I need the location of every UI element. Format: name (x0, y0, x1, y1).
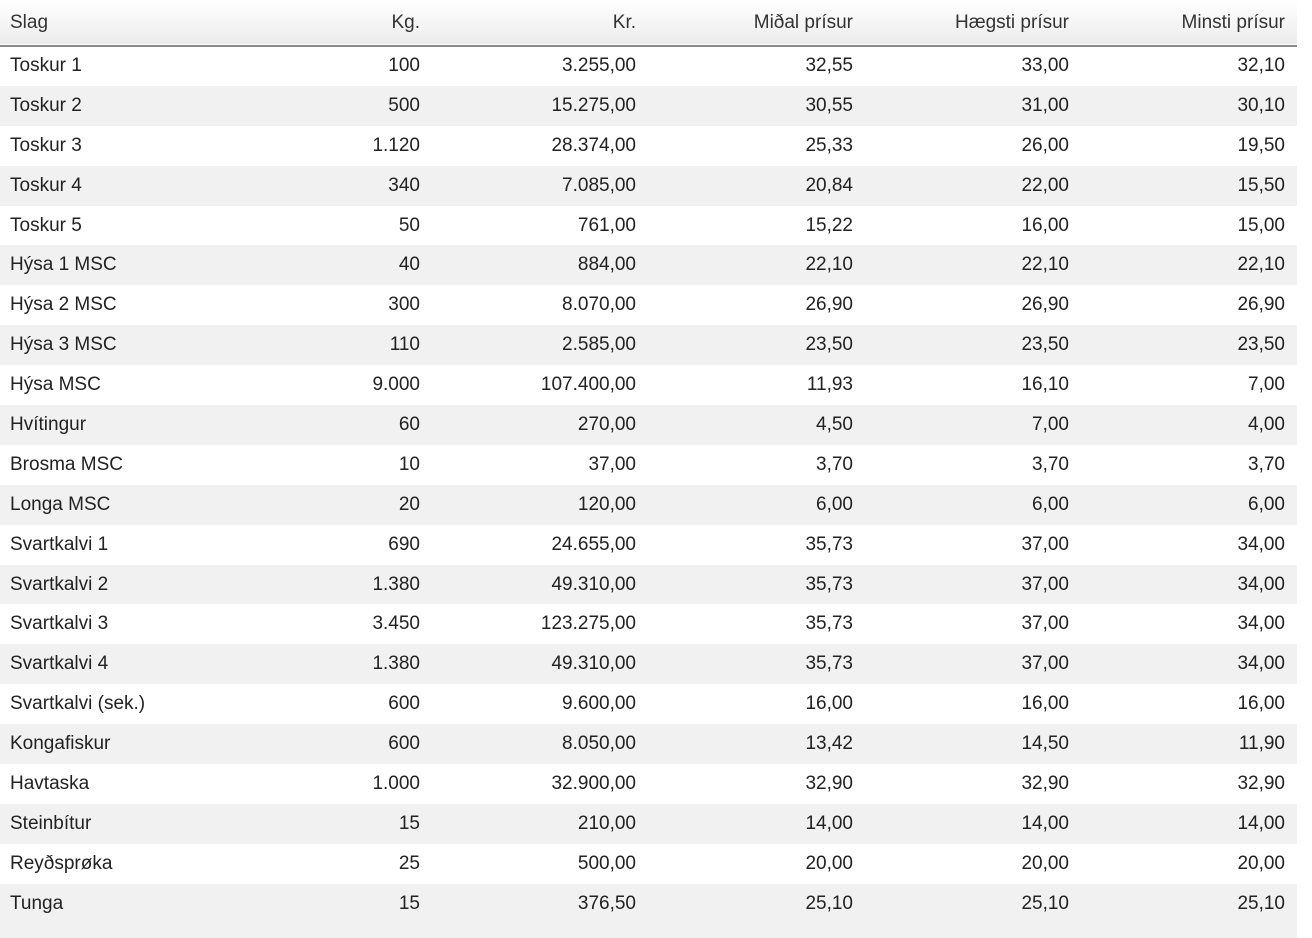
highest-price-cell: 37,00 (1021, 533, 1069, 555)
lowest-price-cell: 34,00 (1237, 613, 1285, 635)
highest-price-cell: 37,00 (1021, 613, 1069, 635)
slag-cell: Toskur 1 (10, 55, 82, 77)
kg-cell: 100 (388, 55, 420, 77)
average-price-cell: 35,73 (805, 613, 853, 635)
lowest-price-cell: 14,00 (1237, 812, 1285, 834)
table-row (0, 604, 1297, 644)
kr-cell: 2.585,00 (562, 334, 636, 356)
table-row (0, 126, 1297, 166)
kg-cell: 1.380 (372, 653, 420, 675)
kg-cell: 340 (388, 174, 420, 196)
average-price-cell: 20,84 (805, 174, 853, 196)
column-header-slag[interactable]: Slag (10, 11, 49, 33)
highest-price-cell: 26,90 (1021, 294, 1069, 316)
table-row (0, 405, 1297, 445)
lowest-price-cell: 15,00 (1237, 214, 1285, 236)
slag-cell: Hýsa 3 MSC (10, 334, 117, 356)
table-row (0, 46, 1297, 86)
highest-price-cell: 23,50 (1021, 334, 1069, 356)
kr-cell: 761,00 (577, 214, 636, 236)
column-header-kg[interactable]: Kg. (391, 11, 420, 33)
kr-cell: 24.655,00 (551, 533, 636, 555)
slag-cell: Toskur 2 (10, 94, 82, 116)
column-header-highest-price[interactable]: Hægsti prísur (954, 11, 1069, 33)
average-price-cell: 25,33 (805, 134, 853, 156)
table-row (0, 844, 1297, 884)
highest-price-cell: 22,00 (1021, 174, 1069, 196)
slag-cell: Brosma MSC (10, 453, 123, 475)
kg-cell: 9.000 (372, 374, 420, 396)
highest-price-cell: 3,70 (1032, 453, 1069, 475)
kg-cell: 600 (388, 693, 420, 715)
slag-cell: Hýsa MSC (10, 374, 101, 396)
slag-cell: Kongafiskur (10, 733, 111, 755)
slag-cell: Hýsa 2 MSC (10, 294, 117, 316)
lowest-price-cell: 30,10 (1237, 94, 1285, 116)
kg-cell: 20 (398, 493, 420, 515)
highest-price-cell: 26,00 (1021, 134, 1069, 156)
average-price-cell: 11,93 (806, 374, 853, 396)
slag-cell: Svartkalvi 4 (10, 653, 109, 675)
lowest-price-cell: 26,90 (1237, 294, 1285, 316)
average-price-cell: 35,73 (805, 653, 853, 675)
table-row (0, 884, 1297, 924)
kr-cell: 28.374,00 (551, 134, 636, 156)
highest-price-cell: 37,00 (1021, 653, 1069, 675)
highest-price-cell: 22,10 (1021, 254, 1069, 276)
slag-cell: Svartkalvi (sek.) (10, 693, 146, 715)
kr-cell: 270,00 (577, 413, 636, 435)
slag-cell: Toskur 5 (10, 214, 82, 236)
table-body (0, 46, 1297, 924)
table-row (0, 684, 1297, 724)
average-price-cell: 16,00 (805, 693, 853, 715)
highest-price-cell: 7,00 (1032, 413, 1069, 435)
kg-cell: 500 (388, 94, 420, 116)
kg-cell: 1.000 (372, 772, 420, 794)
table-row (0, 525, 1297, 565)
average-price-cell: 25,10 (805, 892, 853, 914)
table-row (0, 285, 1297, 325)
kr-cell: 8.070,00 (562, 294, 636, 316)
kr-cell: 8.050,00 (562, 733, 636, 755)
average-price-cell: 3,70 (816, 453, 853, 475)
slag-cell: Longa MSC (10, 493, 111, 515)
lowest-price-cell: 7,00 (1248, 374, 1285, 396)
kg-cell: 25 (398, 852, 420, 874)
highest-price-cell: 6,00 (1032, 493, 1069, 515)
average-price-cell: 13,42 (805, 733, 853, 755)
kr-cell: 32.900,00 (551, 772, 636, 794)
slag-cell: Toskur 3 (10, 134, 82, 156)
highest-price-cell: 20,00 (1021, 852, 1069, 874)
table-row (0, 644, 1297, 684)
slag-cell: Svartkalvi 3 (10, 613, 109, 635)
slag-cell: Havtaska (10, 772, 90, 794)
kr-cell: 49.310,00 (551, 653, 636, 675)
kr-cell: 210,00 (577, 812, 636, 834)
average-price-cell: 6,00 (816, 493, 853, 515)
lowest-price-cell: 34,00 (1237, 653, 1285, 675)
slag-cell: Svartkalvi 1 (10, 533, 109, 555)
table-row (0, 325, 1297, 365)
column-header-lowest-price[interactable]: Minsti prísur (1181, 11, 1285, 33)
kr-cell: 376,50 (577, 892, 636, 914)
kr-cell: 120,00 (577, 493, 636, 515)
kg-cell: 600 (388, 733, 420, 755)
average-price-cell: 20,00 (805, 852, 853, 874)
table-row (0, 804, 1297, 844)
table-row (0, 485, 1297, 525)
kg-cell: 3.450 (372, 613, 420, 635)
table-row (0, 724, 1297, 764)
slag-cell: Tunga (10, 892, 64, 914)
kr-cell: 884,00 (577, 254, 636, 276)
kr-cell: 7.085,00 (562, 174, 636, 196)
kr-cell: 500,00 (577, 852, 636, 874)
table-row (0, 565, 1297, 605)
average-price-cell: 15,22 (805, 214, 853, 236)
table-row (0, 166, 1297, 206)
table-row (0, 365, 1297, 405)
highest-price-cell: 25,10 (1021, 892, 1069, 914)
lowest-price-cell: 20,00 (1237, 852, 1285, 874)
lowest-price-cell: 32,90 (1237, 772, 1285, 794)
kg-cell: 15 (398, 892, 420, 914)
highest-price-cell: 31,00 (1021, 94, 1069, 116)
kg-cell: 50 (398, 214, 420, 236)
lowest-price-cell: 32,10 (1237, 55, 1285, 77)
table-row (0, 245, 1297, 285)
lowest-price-cell: 6,00 (1248, 493, 1285, 515)
lowest-price-cell: 4,00 (1248, 413, 1285, 435)
kg-cell: 15 (398, 812, 420, 834)
highest-price-cell: 14,50 (1021, 733, 1069, 755)
highest-price-cell: 37,00 (1021, 573, 1069, 595)
average-price-cell: 35,73 (805, 533, 853, 555)
kr-cell: 37,00 (588, 453, 636, 475)
kr-cell: 15.275,00 (551, 94, 636, 116)
kg-cell: 10 (398, 453, 420, 475)
kg-cell: 690 (388, 533, 420, 555)
highest-price-cell: 16,00 (1021, 214, 1069, 236)
lowest-price-cell: 19,50 (1237, 134, 1285, 156)
highest-price-cell: 14,00 (1021, 812, 1069, 834)
lowest-price-cell: 23,50 (1237, 334, 1285, 356)
table-row (0, 445, 1297, 485)
lowest-price-cell: 22,10 (1237, 254, 1285, 276)
highest-price-cell: 16,00 (1021, 693, 1069, 715)
average-price-cell: 23,50 (805, 334, 853, 356)
table-footer-strip (0, 923, 1297, 938)
lowest-price-cell: 16,00 (1237, 693, 1285, 715)
column-header-average-price[interactable]: Miðal prísur (753, 11, 853, 33)
kg-cell: 1.120 (372, 134, 420, 156)
slag-cell: Hvítingur (10, 413, 87, 435)
average-price-cell: 30,55 (805, 94, 853, 116)
table-header (0, 0, 1297, 46)
average-price-cell: 22,10 (805, 254, 853, 276)
highest-price-cell: 33,00 (1021, 55, 1069, 77)
kr-cell: 9.600,00 (562, 693, 636, 715)
kr-cell: 123.275,00 (540, 613, 636, 635)
average-price-cell: 14,00 (805, 812, 853, 834)
table-row (0, 86, 1297, 126)
kr-cell: 107.400,00 (540, 374, 636, 396)
highest-price-cell: 32,90 (1021, 772, 1069, 794)
slag-cell: Hýsa 1 MSC (10, 254, 117, 276)
average-price-cell: 35,73 (805, 573, 853, 595)
slag-cell: Toskur 4 (10, 174, 82, 196)
column-header-kr[interactable]: Kr. (612, 11, 636, 33)
slag-cell: Steinbítur (10, 812, 92, 834)
header-row (0, 0, 1297, 46)
kr-cell: 3.255,00 (562, 55, 636, 77)
average-price-cell: 26,90 (805, 294, 853, 316)
slag-cell: Svartkalvi 2 (10, 573, 109, 595)
kr-cell: 49.310,00 (551, 573, 636, 595)
lowest-price-cell: 34,00 (1237, 533, 1285, 555)
slag-cell: Reyðsprøka (10, 852, 113, 874)
average-price-cell: 32,90 (805, 772, 853, 794)
kg-cell: 40 (398, 254, 420, 276)
table-row (0, 206, 1297, 246)
lowest-price-cell: 11,90 (1238, 733, 1285, 755)
lowest-price-cell: 15,50 (1237, 174, 1285, 196)
lowest-price-cell: 3,70 (1248, 453, 1285, 475)
highest-price-cell: 16,10 (1021, 374, 1069, 396)
average-price-cell: 4,50 (816, 413, 853, 435)
average-price-cell: 32,55 (805, 55, 853, 77)
lowest-price-cell: 34,00 (1237, 573, 1285, 595)
table-row (0, 764, 1297, 804)
lowest-price-cell: 25,10 (1237, 892, 1285, 914)
kg-cell: 110 (389, 334, 420, 356)
kg-cell: 1.380 (372, 573, 420, 595)
kg-cell: 300 (388, 294, 420, 316)
kg-cell: 60 (398, 413, 420, 435)
